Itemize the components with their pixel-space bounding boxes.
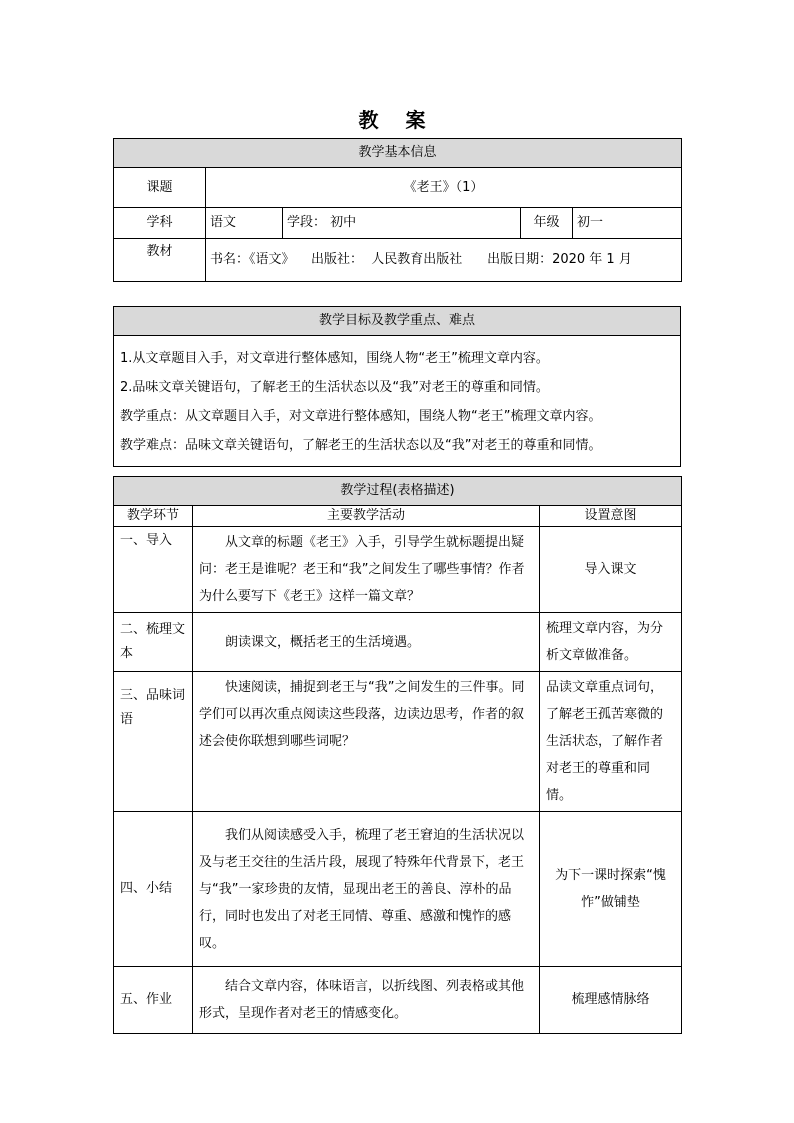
intent-cell: 梳理文章内容，为分析文章做准备。 bbox=[540, 613, 682, 672]
activity-cell: 朗读课文，概括老王的生活境遇。 bbox=[193, 613, 540, 672]
key-point-line: 教学重点：从文章题目入手，对文章进行整体感知，围绕人物“老王”梳理文章内容。 bbox=[114, 402, 681, 431]
stage-cell bbox=[283, 208, 521, 239]
topic-label: 课题 bbox=[114, 168, 206, 208]
topic-value: 《老王》（1） bbox=[206, 168, 682, 208]
intent-cell: 导入课文 bbox=[540, 527, 682, 613]
table-row bbox=[114, 613, 682, 672]
intent-cell: 为下一课时探索“愧怍”做铺垫 bbox=[540, 812, 682, 967]
table-row bbox=[114, 812, 682, 967]
column-header-intent: 设置意图 bbox=[540, 506, 682, 527]
textbook-value: 书名：《语文》 出版社： 人民教育出版社 出版日期：2020 年 1 月 bbox=[206, 239, 682, 282]
subject-label: 学科 bbox=[114, 208, 206, 239]
column-header-activity: 主要教学活动 bbox=[193, 506, 540, 527]
process-table bbox=[113, 476, 682, 1034]
basic-info-header: 教学基本信息 bbox=[114, 139, 682, 168]
stage-cell: 二、梳理文本 bbox=[114, 613, 193, 672]
page-title: 教 案 bbox=[358, 108, 436, 132]
objective-line: 2.品味文章关键语句，了解老王的生活状态以及“我”对老王的尊重和同情。 bbox=[114, 373, 681, 402]
table-row bbox=[114, 967, 682, 1034]
objectives-table bbox=[113, 306, 681, 467]
difficulty-line: 教学难点：品味文章关键语句，了解老王的生活状态以及“我”对老王的尊重和同情。 bbox=[114, 431, 681, 467]
textbook-label: 教材 bbox=[114, 239, 206, 282]
table-row bbox=[114, 672, 682, 812]
activity-cell: 我们从阅读感受入手，梳理了老王窘迫的生活状况以及与老王交往的生活片段，展现了特殊年代背景下，老王与“我”一家珍贵的友情，显现出老王的善良、淳朴的品行，同时也发出了对老王同情、尊重、感激和愧怍的感叹。 bbox=[193, 812, 540, 967]
activity-cell: 快速阅读，捕捉到老王与“我”之间发生的三件事。同学们可以再次重点阅读这些段落，边读边思考，作者的叙述会使你联想到哪些词呢？ bbox=[193, 672, 540, 812]
stage-label: 学段： bbox=[287, 215, 327, 230]
activity-cell: 从文章的标题《老王》入手，引导学生就标题提出疑问：老王是谁呢？老王和“我”之间发生了哪些事情？作者为什么要写下《老王》这样一篇文章？ bbox=[193, 527, 540, 613]
table-row bbox=[114, 527, 682, 613]
subject-value: 语文 bbox=[206, 208, 283, 239]
intent-cell: 品读文章重点词句，了解老王孤苦寒微的生活状态，了解作者对老王的尊重和同情。 bbox=[540, 672, 682, 812]
stage-cell: 五、作业 bbox=[114, 967, 193, 1034]
process-header: 教学过程(表格描述) bbox=[114, 477, 682, 506]
column-header-stage: 教学环节 bbox=[114, 506, 193, 527]
stage-cell: 一、导入 bbox=[114, 527, 193, 613]
activity-cell: 结合文章内容，体味语言，以折线图、列表格或其他形式，呈现作者对老王的情感变化。 bbox=[193, 967, 540, 1034]
stage-cell: 三、品味词语 bbox=[114, 672, 193, 812]
stage-value: 初中 bbox=[330, 215, 357, 230]
objectives-header: 教学目标及教学重点、难点 bbox=[114, 307, 681, 336]
grade-value: 初一 bbox=[573, 208, 682, 239]
objective-line: 1.从文章题目入手，对文章进行整体感知，围绕人物“老王”梳理文章内容。 bbox=[114, 336, 681, 374]
basic-info-table bbox=[113, 138, 682, 282]
grade-label: 年级 bbox=[521, 208, 573, 239]
intent-cell: 梳理感情脉络 bbox=[540, 967, 682, 1034]
stage-cell: 四、小结 bbox=[114, 812, 193, 967]
